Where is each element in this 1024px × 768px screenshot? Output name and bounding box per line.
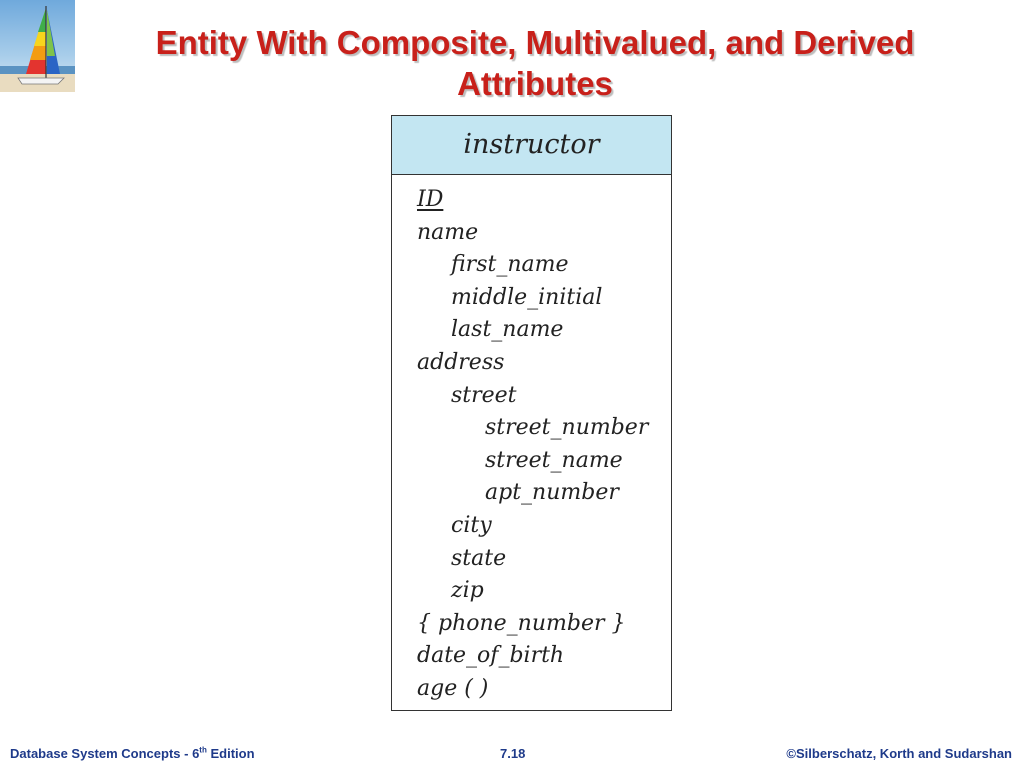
attribute-phone-number <box>392 608 671 641</box>
attribute-state <box>392 543 671 576</box>
attribute-label: street <box>451 382 517 408</box>
attribute-label: last_name <box>451 317 564 343</box>
attribute-id <box>392 184 671 217</box>
attribute-label: apt_number <box>485 480 619 506</box>
attribute-label: city <box>451 512 492 538</box>
attribute-name <box>392 217 671 250</box>
attribute-zip <box>392 575 671 608</box>
attribute-apt-number <box>392 477 671 510</box>
footer-copyright: ©Silberschatz, Korth and Sudarshan <box>786 746 1012 761</box>
attribute-label: age ( ) <box>417 675 489 701</box>
attribute-street-number <box>392 412 671 445</box>
attribute-label: name <box>417 219 479 245</box>
attribute-label: date_of_birth <box>417 643 565 669</box>
sailboat-icon <box>0 0 75 92</box>
attribute-city <box>392 510 671 543</box>
attribute-list <box>392 175 671 706</box>
attribute-label: address <box>417 349 505 375</box>
slide-title <box>95 22 975 104</box>
attribute-label: middle_initial <box>451 284 603 310</box>
attribute-label: { phone_number } <box>417 610 626 636</box>
attribute-middle-initial <box>392 282 671 315</box>
footer-book-title-suffix: Edition <box>206 746 255 761</box>
attribute-label: zip <box>451 578 484 604</box>
attribute-address <box>392 347 671 380</box>
slide-title-line-1: Entity With Composite, Multivalued, and Derived <box>155 24 915 61</box>
entity-name: instructor <box>392 116 671 175</box>
attribute-label: ID <box>417 187 444 212</box>
attribute-last-name <box>392 314 671 347</box>
slide-title-line-2: Attributes <box>457 65 613 102</box>
footer-book-title-prefix: Database System Concepts - 6 <box>10 746 200 761</box>
footer-book-title <box>10 746 255 761</box>
footer-book-title-sup: th <box>199 745 207 755</box>
attribute-label: state <box>451 545 507 571</box>
attribute-street <box>392 380 671 413</box>
attribute-label: street_number <box>485 415 649 441</box>
attribute-first-name <box>392 249 671 282</box>
attribute-label: street_name <box>485 447 623 473</box>
sailboat-logo <box>0 0 75 92</box>
attribute-date-of-birth <box>392 640 671 673</box>
entity-box-instructor <box>391 115 672 711</box>
attribute-label: first_name <box>451 252 569 278</box>
attribute-street-name <box>392 445 671 478</box>
footer-page-number: 7.18 <box>500 746 526 761</box>
slide-footer <box>0 744 1024 764</box>
attribute-age <box>392 673 671 706</box>
